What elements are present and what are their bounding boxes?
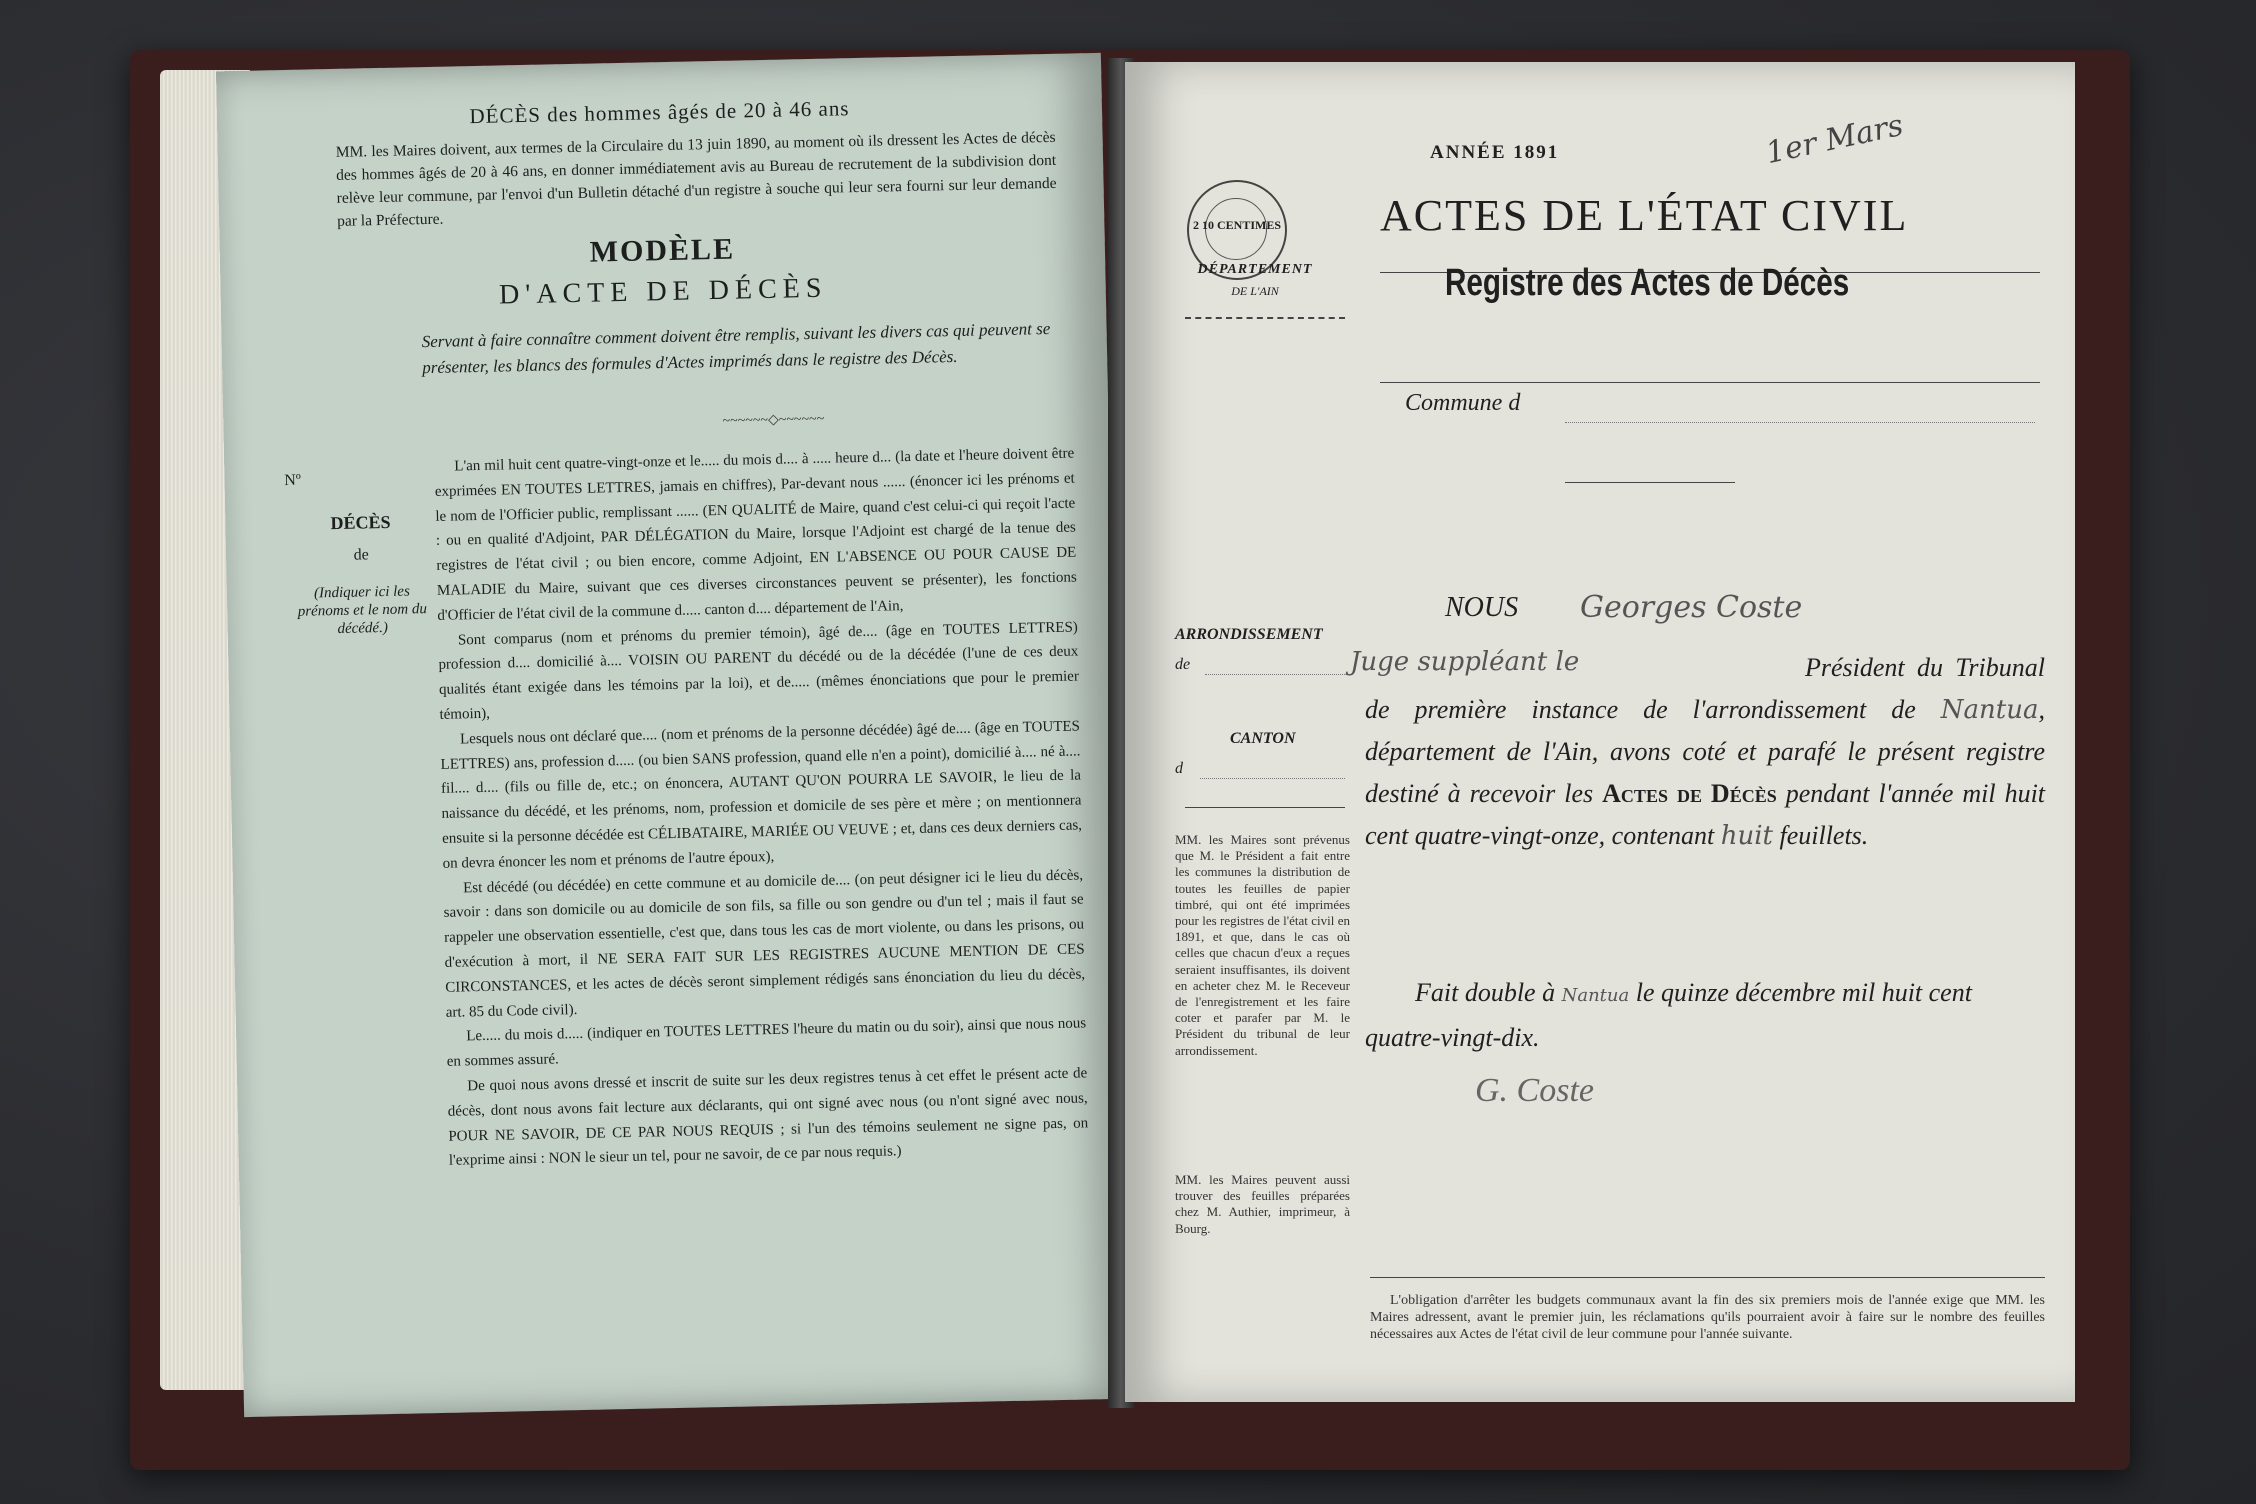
fait-double-paragraph [1365,972,2045,1059]
paragraph-heure: Le..... du mois d..... (indiquer en TOUTES LETTRES l'heure du matin ou du soir), ainsi que nous nous en sommes assuré. [446,1015,1087,1070]
handwritten-name: Georges Coste [1580,590,1803,625]
servant-text: Servant à faire connaître comment doivent être remplis, suivant les divers cas qui peuvent se présenter, les blancs des formules d'Actes imprimés dans le registre des Décès. [421,319,1051,378]
president-text: Président du Tribunal de première instance de l'arrondissement de [1365,653,2045,724]
annee-label: ANNÉE 1891 [1430,142,1560,163]
arrondissement-label: ARRONDISSEMENT [1175,626,1323,643]
paragraph-temoins: Sont comparus (nom et prénoms du premier témoin), âgé de.... (âge en TOUTES LETTRES) profession d.... domicilié à.... VOISIN OU PARENT du décédé ou de la décédée (l'une de ces deux qualités étant exigée dans les témoins par la loi), et de..... (mêmes énonciations que pour le premier témoin), [438,619,1080,723]
right-page [1125,62,2075,1402]
seal-ornament [1185,317,1345,321]
feuillets-text: feuillets. [1779,821,1869,850]
maires-note-2: MM. les Maires peuvent aussi trouver des feuilles préparées chez M. Authier, imprimeur, à Bourg. [1175,1172,1350,1236]
signature: G. Coste [1475,1072,1594,1109]
actes-deces-text: Actes de Décès [1602,779,1777,808]
commune-line [1565,422,2035,423]
commune-short-rule [1565,482,1735,483]
paragraph-declaration: Lesquels nous ont déclaré que.... (nom et prénoms de la personne décédée) âgé de.... (âge en TOUTES LETTRES) ans, profession d..... (ou bien SANS profession, quand elle n'en a point), domicilié à.... né à.... fil.... d.... (fils ou fille de, etc.; on énoncera, AUTANT QU'ON POURRA LE SAVOIR, le lieu de la naissance du décédé, et les prénoms, nom, profession et domicile de ses père et mère ; on mentionnera ensuite si la personne décédée est CÉLIBATAIRE, MARIÉE OU VEUVE ; et, dans ces deux derniers cas, on devra énoncer les nom et prénoms de l'autre époux), [440,718,1083,872]
handwritten-note: 1er Mars [1762,107,1907,172]
canton-d-label: d [1175,760,1183,777]
footer-note: L'obligation d'arrêter les budgets communaux avant la fin des six premiers mois de l'année exige que MM. les Maires adressent, avant le premier juin, les réclamations qu'ils pourraient avoir à faire sur le nombre des feuilles nécessaires aux Actes de l'état civil de leur commune pour l'année suivante. [1370,1293,2045,1342]
paragraph-date: L'an mil huit cent quatre-vingt-onze et le..... du mois d.... à ..... heure d... (la date et l'heure doivent être exprimées EN TOUTES LETTRES, jamais en chiffres), Par-devant nous ...... (énoncer ici les prénoms et le nom de l'Officier public, remplissant ...... (EN QUALITÉ de Maire, quand c'est celui-ci qui reçoit l'acte : ou en qualité d'Adjoint, PAR DÉLÉGATION du Maire, lorsque l'Adjoint est chargé de la tenue des registres de l'état civil ; ou bien encore, comme Adjoint, EN L'ABSENCE OU POUR CAUSE DE MALADIE du Maire, suivant que ces diverses circonstances peuvent se présenter), les fonctions d'Officier de l'état civil de la commune d..... canton d.... département de l'Ain, [434,445,1077,624]
seal-text: 2 10 CENTIMES [1192,218,1281,232]
canton-line [1200,778,1345,779]
side-de-label: de [353,546,369,564]
page-title: ACTES DE L'ÉTAT CIVIL [1380,191,1909,240]
registre-rule [1380,382,2040,383]
commune-label: Commune d [1405,390,1521,416]
left-page-header: DÉCÈS des hommes âgés de 20 à 46 ans [469,96,850,129]
handwritten-role: Juge suppléant le [1350,647,1580,677]
handwritten-place: Nantua [1561,985,1630,1006]
fait-double-text: Fait double à [1415,978,1556,1007]
left-page-intro: MM. les Maires doivent, aux termes de la Circulaire du 13 juin 1890, au moment où ils dressent les Actes de décès des hommes âgés de 20 à 46 ans, en donner immédiatement avis au Bureau de recrutement de la subdivision dont relève leur commune, par l'envoi d'un Bulletin détaché d'un registre à souche qui leur sera fourni sur leur demande par la Préfecture. [335,128,1057,230]
acte-title: D'ACTE DE DÉCÈS [498,272,828,311]
handwritten-count: huit [1720,821,1773,851]
canton-label: CANTON [1230,730,1296,747]
paragraph-lieu: Est décédé (ou décédée) en cette commune et au domicile de.... (on peut désigner ici le lieu du décès, savoir : dans son domicile ou au domicile de son fils, sa fille ou son gendre ou d'un tel ; mais il faut se rappeler une observation essentielle, c'est que, dans tous les cas de mort violente, ou dans les prisons, ou d'exécution à mort, il NE SERA FAIT SUR LES REGISTRES AUCUNE MENTION DE CES CIRCONSTANCES, et les actes de décès seront simplement rédigés sans énonciation du lieu du décès, art. 85 du Code civil). [443,866,1086,1021]
canton-rule [1185,807,1345,808]
model-body [434,442,1089,1174]
after-arr-text: , département de l'Ain, avons coté et parafé le présent registre destiné à recevoir les [1365,695,2045,808]
footer-rule [1370,1277,2045,1278]
maires-note: MM. les Maires sont prévenus que M. le Président a fait entre les communes la distribution de toutes les feuilles de papier timbré, qui ont été imprimées pour les registres de l'état civil en 1891, et que, dans le cas où celles que chacun d'eux a reçues seraient insuffisantes, ils doivent en acheter chez M. le Receveur de l'enregistrement et les faire coter et parafer par M. le Président du tribunal de leur arrondissement. [1175,832,1350,1058]
ornament-divider: ~~~~~~◇~~~~~~ [722,411,825,429]
arrondissement-de-label: de [1175,656,1191,673]
nous-label: NOUS [1445,592,1519,623]
modele-title: MODÈLE [589,232,736,269]
paragraph-signature: De quoi nous avons dressé et inscrit de suite sur les deux registres tenus à cet effet le présent acte de décès, dont nous avons fait lecture aux déclarants, qui ont signé avec nous (ou n'ont signé avec nous, POUR NE SAVOIR, DE CE PAR NOUS REQUIS ; si l'un des témoins seulement ne signe pas, on l'exprime ainsi : NON le sieur un tel, pour ne savoir, de ce par nous requis.) [447,1065,1089,1170]
arrondissement-line [1205,674,1345,675]
left-page [216,53,1129,1417]
after-actes-text: pendant l'année mil huit cent quatre-vingt-onze, contenant [1365,779,2046,850]
de-l-ain-label: DE L'AIN [1231,284,1279,298]
side-number-label: Nº [284,471,302,490]
registre-body [1365,647,2045,857]
side-deces-label: DÉCÈS [330,511,391,534]
handwritten-arrondissement: Nantua [1940,695,2039,725]
fait-rest-text: le quinze décembre mil huit cent quatre-vingt-dix. [1365,978,1972,1052]
side-indiquer-note: (Indiquer ici les prénoms et le nom du décédé.) [297,583,428,637]
registre-title: Registre des Actes de Décès [1445,262,1850,304]
departement-label: DÉPARTEMENT [1197,262,1313,277]
